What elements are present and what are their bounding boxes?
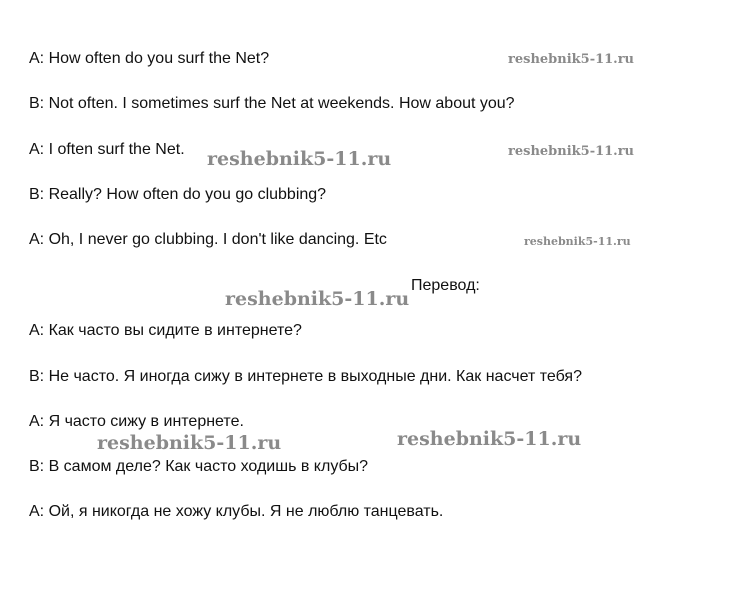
- watermark: reshebnik5-11.ru: [97, 432, 282, 454]
- watermark: reshebnik5-11.ru: [508, 52, 635, 67]
- watermark: reshebnik5-11.ru: [225, 288, 410, 310]
- dialogue-ru-line-4: B: В самом деле? Как часто ходишь в клубы?: [29, 458, 369, 475]
- dialogue-ru-line-1: A: Как часто вы сидите в интернете?: [29, 322, 302, 339]
- dialogue-ru-line-5: A: Ой, я никогда не хожу клубы. Я не люблю танцевать.: [29, 503, 444, 520]
- watermark: reshebnik5-11.ru: [524, 235, 631, 248]
- dialogue-en-line-3: A: I often surf the Net.: [29, 141, 185, 158]
- watermark: reshebnik5-11.ru: [397, 428, 582, 450]
- dialogue-en-line-4: B: Really? How often do you go clubbing?: [29, 186, 327, 203]
- dialogue-ru-line-3: A: Я часто сижу в интернете.: [29, 413, 244, 430]
- dialogue-en-line-1: A: How often do you surf the Net?: [29, 50, 270, 67]
- dialogue-en-line-2: B: Not often. I sometimes surf the Net at weekends. How about you?: [29, 95, 515, 112]
- translation-heading: Перевод:: [411, 277, 480, 294]
- dialogue-ru-line-2: B: Не часто. Я иногда сижу в интернете в выходные дни. Как насчет тебя?: [29, 368, 582, 385]
- dialogue-en-line-5: A: Oh, I never go clubbing. I don't like dancing. Etc: [29, 231, 387, 248]
- watermark: reshebnik5-11.ru: [508, 144, 635, 159]
- watermark: reshebnik5-11.ru: [207, 148, 392, 170]
